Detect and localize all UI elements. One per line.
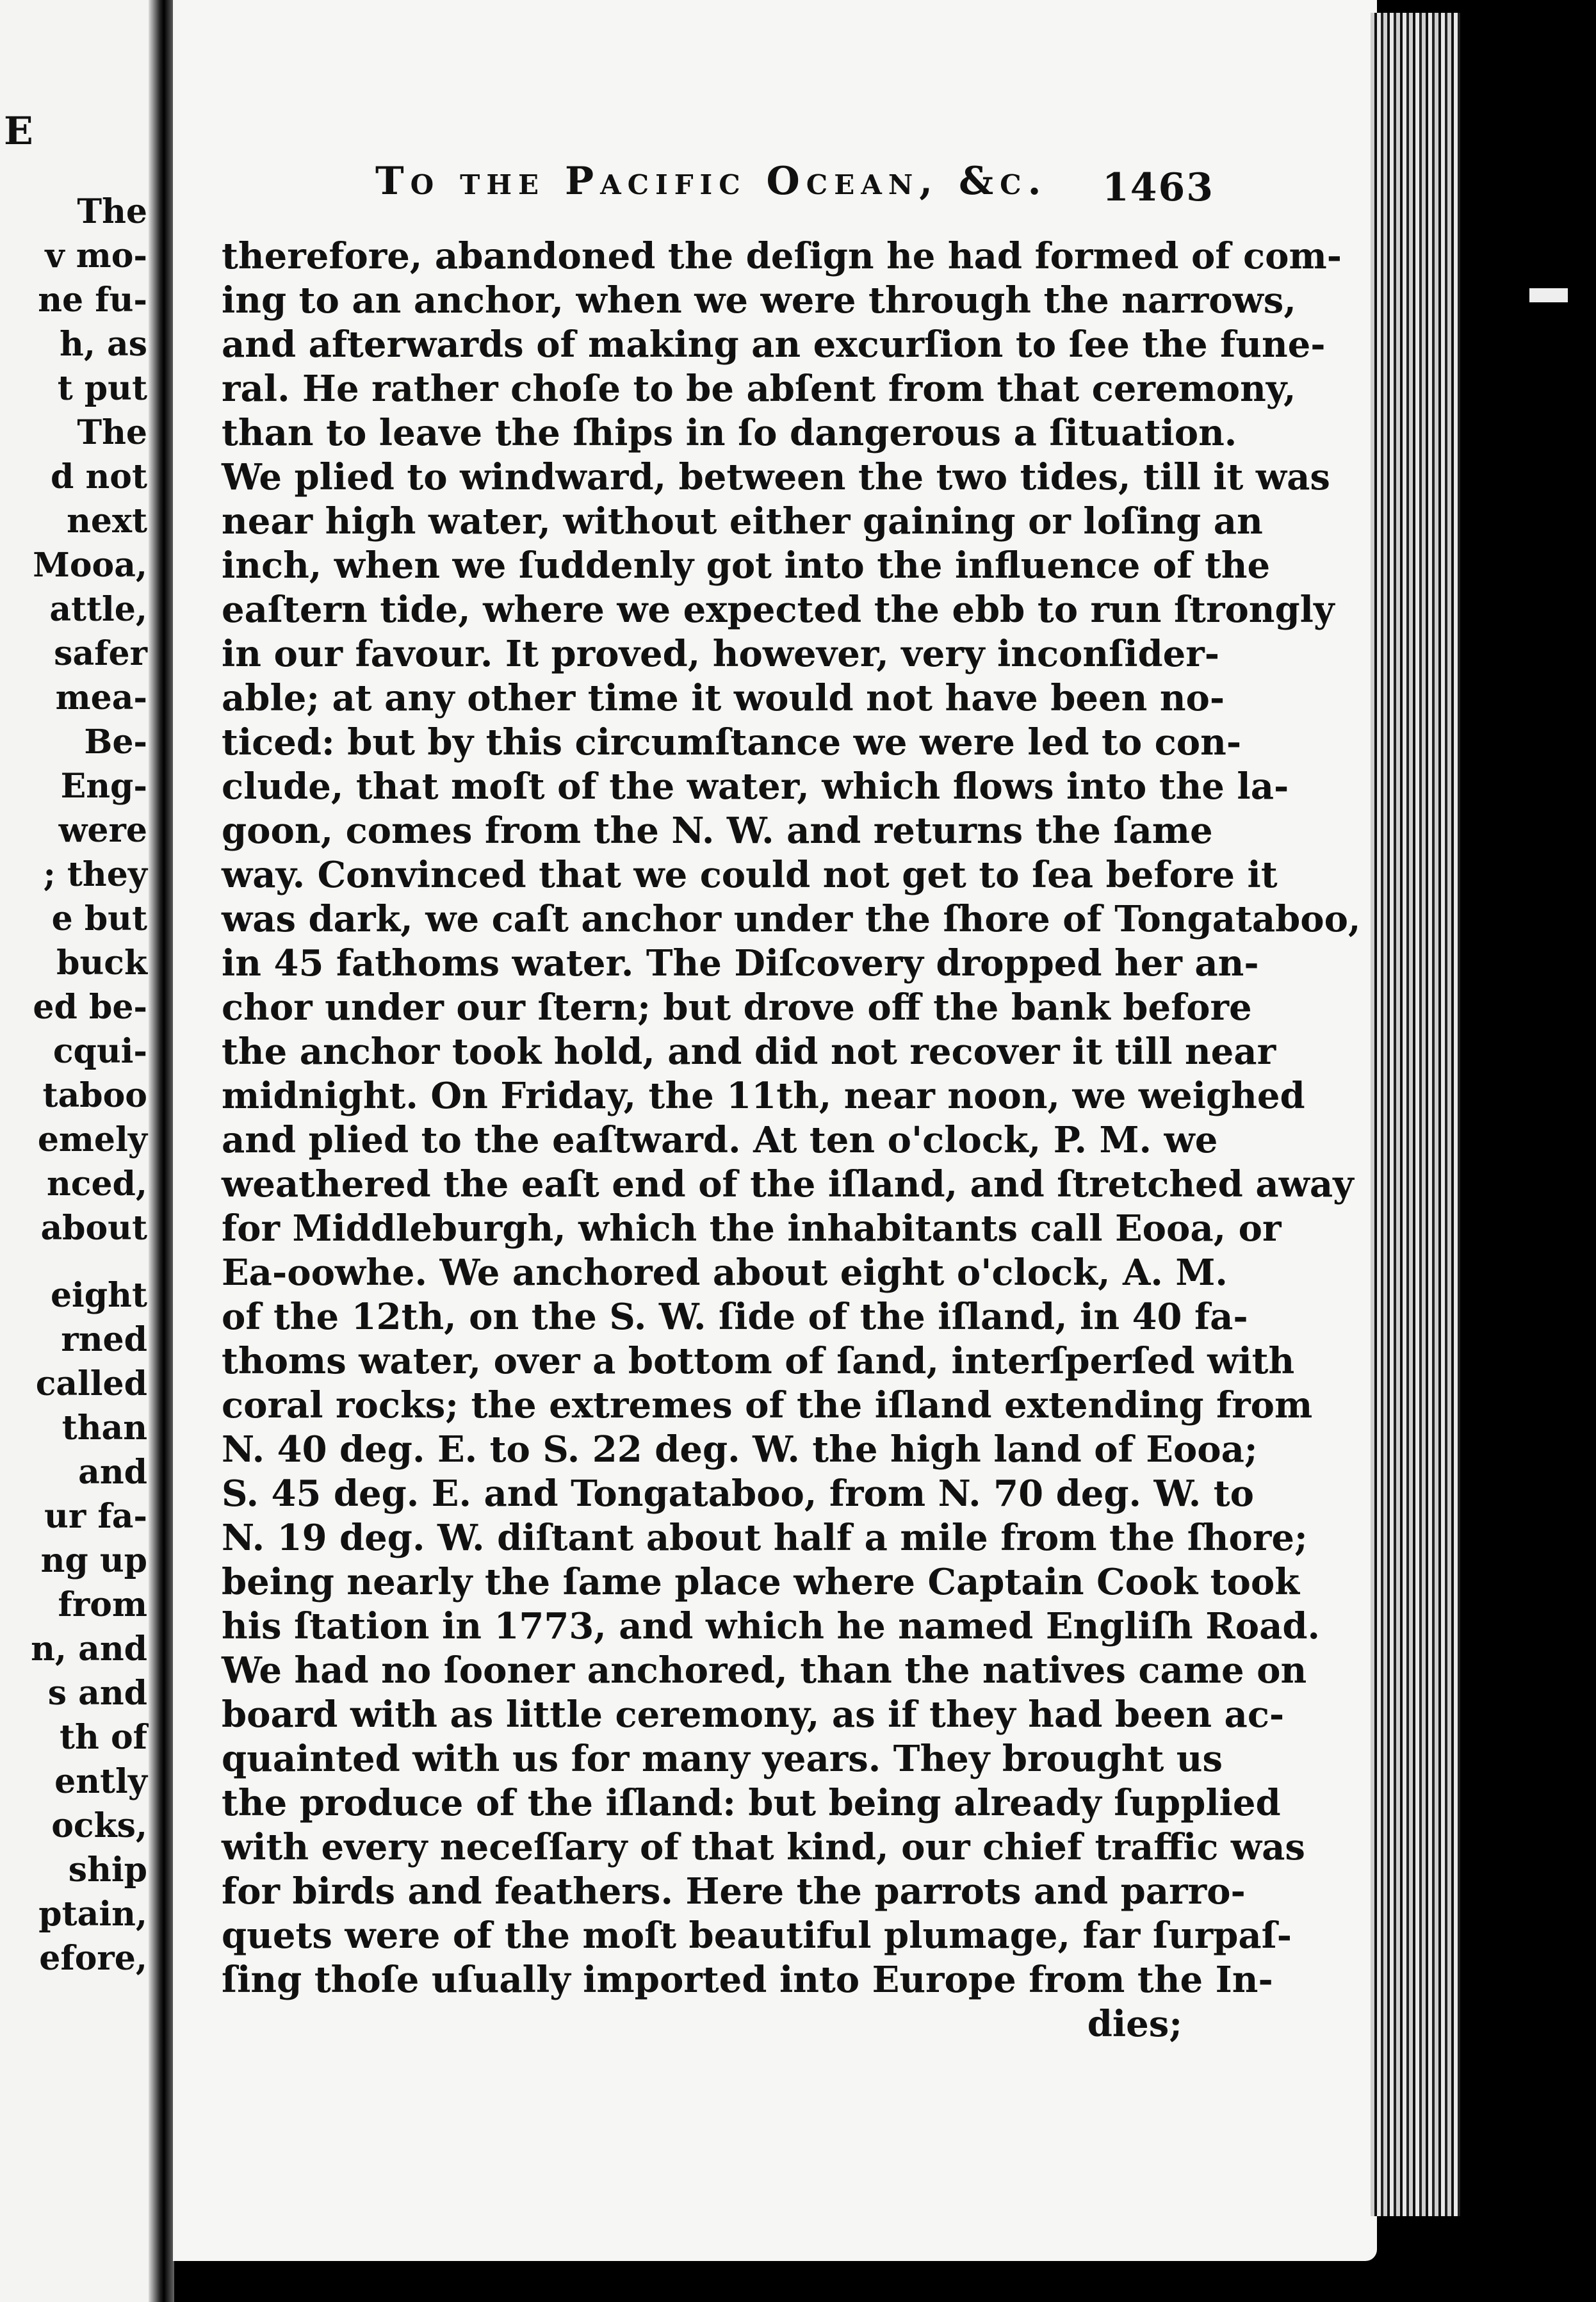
previous-page-line: d not xyxy=(51,457,147,496)
text-line: ticed: but by this circumſtance we were led to con- xyxy=(222,721,1242,763)
text-line: therefore, abandoned the deſign he had formed of com- xyxy=(222,235,1342,277)
text-line: was dark, we caſt anchor under the ſhore of Tongataboo, xyxy=(222,898,1361,940)
catchword: dies; xyxy=(1087,2003,1182,2045)
text-line: of the 12th, on the S. W. ſide of the iſland, in 40 fa- xyxy=(222,1296,1248,1338)
previous-page-line: ently xyxy=(54,1762,147,1801)
running-head-fragment: E xyxy=(4,109,33,154)
previous-page-line: safer xyxy=(54,634,147,673)
previous-page-line: ed be- xyxy=(33,988,147,1027)
text-line: board with as little ceremony, as if they had been ac- xyxy=(222,1694,1285,1736)
text-line: for birds and feathers. Here the parrots and parro- xyxy=(222,1870,1246,1913)
previous-page-line: t put xyxy=(57,369,147,408)
previous-page-line: h, as xyxy=(60,325,147,364)
text-line: with every neceſſary of that kind, our chief traffic was xyxy=(222,1826,1305,1868)
text-line: ſing thoſe uſually imported into Europe from the In- xyxy=(222,1959,1273,2001)
background-right xyxy=(1473,0,1596,2302)
text-line: and plied to the eaſtward. At ten o'clock, P. M. we xyxy=(222,1119,1218,1161)
text-line: quets were of the moſt beautiful plumage, far ſurpaſ- xyxy=(222,1914,1292,1957)
text-line: midnight. On Friday, the 11th, near noon, we weighed xyxy=(222,1075,1305,1117)
text-line: and afterwards of making an excurſion to ſee the fune- xyxy=(222,323,1326,366)
text-line: his ſtation in 1773, and which he named Engliſh Road. xyxy=(222,1605,1321,1647)
text-line: quainted with us for many years. They brought us xyxy=(222,1738,1223,1780)
body-text xyxy=(222,234,1361,2046)
previous-page-line: Mooa, xyxy=(33,546,147,585)
text-line: N. 40 deg. E. to S. 22 deg. W. the high land of Eooa; xyxy=(222,1428,1258,1471)
previous-page-line: about xyxy=(40,1209,147,1248)
book-gutter xyxy=(149,0,174,2302)
text-line: way. Convinced that we could not get to ſea before it xyxy=(222,854,1278,896)
text-line: inch, when we ſuddenly got into the influence of the xyxy=(222,544,1271,587)
text-line: We had no ſooner anchored, than the natives came on xyxy=(222,1649,1307,1692)
text-line: clude, that moſt of the water, which flows into the la- xyxy=(222,765,1289,808)
text-line: for Middleburgh, which the inhabitants call Eooa, or xyxy=(222,1207,1282,1250)
text-line: near high water, without either gaining or loſing an xyxy=(222,500,1263,543)
page-number: 1463 xyxy=(1102,165,1214,210)
text-line: coral rocks; the extremes of the iſland extending from xyxy=(222,1384,1313,1426)
page-edges xyxy=(1371,13,1460,2216)
previous-page-line: taboo xyxy=(42,1076,147,1115)
text-line: the anchor took hold, and did not recover it till near xyxy=(222,1031,1276,1073)
previous-page-lines xyxy=(31,190,147,1980)
previous-page-line: were xyxy=(58,811,147,850)
previous-page-line: ptain, xyxy=(38,1895,147,1934)
previous-page-line: ng up xyxy=(40,1541,147,1580)
text-line: in 45 fathoms water. The Diſcovery dropped her an- xyxy=(222,942,1259,984)
text-line: thoms water, over a bottom of ſand, interſperſed with xyxy=(222,1340,1295,1382)
text-line: weathered the eaſt end of the iſland, and ſtretched away xyxy=(222,1163,1354,1205)
previous-page-fragment xyxy=(0,0,159,2302)
previous-page-line: ne fu- xyxy=(38,281,147,320)
previous-page-line: The xyxy=(77,413,147,452)
text-line: N. 19 deg. W. diſtant about half a mile from the ſhore; xyxy=(222,1517,1308,1559)
text-line: eaſtern tide, where we expected the ebb to run ſtrongly xyxy=(222,589,1335,631)
page-tab-mark xyxy=(1529,288,1568,302)
previous-page-line: Eng- xyxy=(60,767,147,806)
text-line: We plied to windward, between the two tides, till it was xyxy=(222,456,1330,498)
previous-page-line: from xyxy=(58,1585,147,1624)
previous-page-line: The xyxy=(77,192,147,231)
text-line: the produce of the iſland: but being already ſupplied xyxy=(222,1782,1281,1824)
previous-page-line: ; they xyxy=(43,855,147,894)
previous-page-line: emely xyxy=(37,1120,147,1159)
previous-page-line: called xyxy=(35,1364,147,1403)
previous-page-line: ship xyxy=(68,1850,147,1890)
previous-page-line: nced, xyxy=(46,1164,147,1204)
running-title: To the Pacific Ocean, &c. xyxy=(375,159,1048,204)
running-header xyxy=(375,159,1214,210)
text-line: being nearly the ſame place where Captain Cook took xyxy=(222,1561,1300,1603)
previous-page-line: than xyxy=(61,1408,147,1448)
text-line: Ea-oowhe. We anchored about eight o'clock, A. M. xyxy=(222,1252,1228,1294)
previous-page-line: mea- xyxy=(55,678,147,717)
previous-page-line: next xyxy=(67,502,147,541)
text-line: ing to an anchor, when we were through the narrows, xyxy=(222,279,1296,322)
text-line: goon, comes from the N. W. and returns the ſame xyxy=(222,810,1213,852)
previous-page-line: rned xyxy=(61,1320,147,1359)
previous-page-line: n, and xyxy=(31,1629,147,1669)
text-line: able; at any other time it would not have been no- xyxy=(222,677,1225,719)
previous-page-line: buck xyxy=(56,943,147,983)
previous-page-line: attle, xyxy=(49,590,147,629)
previous-page-line: s and xyxy=(47,1674,147,1713)
previous-page-line: efore, xyxy=(39,1939,147,1978)
previous-page-line: ocks, xyxy=(51,1806,147,1845)
text-line: in our favour. It proved, however, very inconſider- xyxy=(222,633,1220,675)
previous-page-line: e but xyxy=(51,899,147,938)
previous-page-line: th of xyxy=(60,1718,147,1757)
previous-page-line: cqui- xyxy=(53,1032,147,1071)
text-line: chor under our ſtern; but drove off the bank before xyxy=(222,986,1252,1029)
previous-page-line: Be- xyxy=(84,722,147,762)
text-line: ral. He rather choſe to be abſent from that ceremony, xyxy=(222,368,1296,410)
text-line: S. 45 deg. E. and Tongataboo, from N. 70 deg. W. to xyxy=(222,1473,1254,1515)
text-line: than to leave the ſhips in ſo dangerous a ſituation. xyxy=(222,412,1237,454)
previous-page-line: ur fa- xyxy=(44,1497,147,1536)
previous-page-line: and xyxy=(78,1453,147,1492)
previous-page-line: v mo- xyxy=(45,236,147,275)
previous-page-line: eight xyxy=(50,1276,147,1315)
